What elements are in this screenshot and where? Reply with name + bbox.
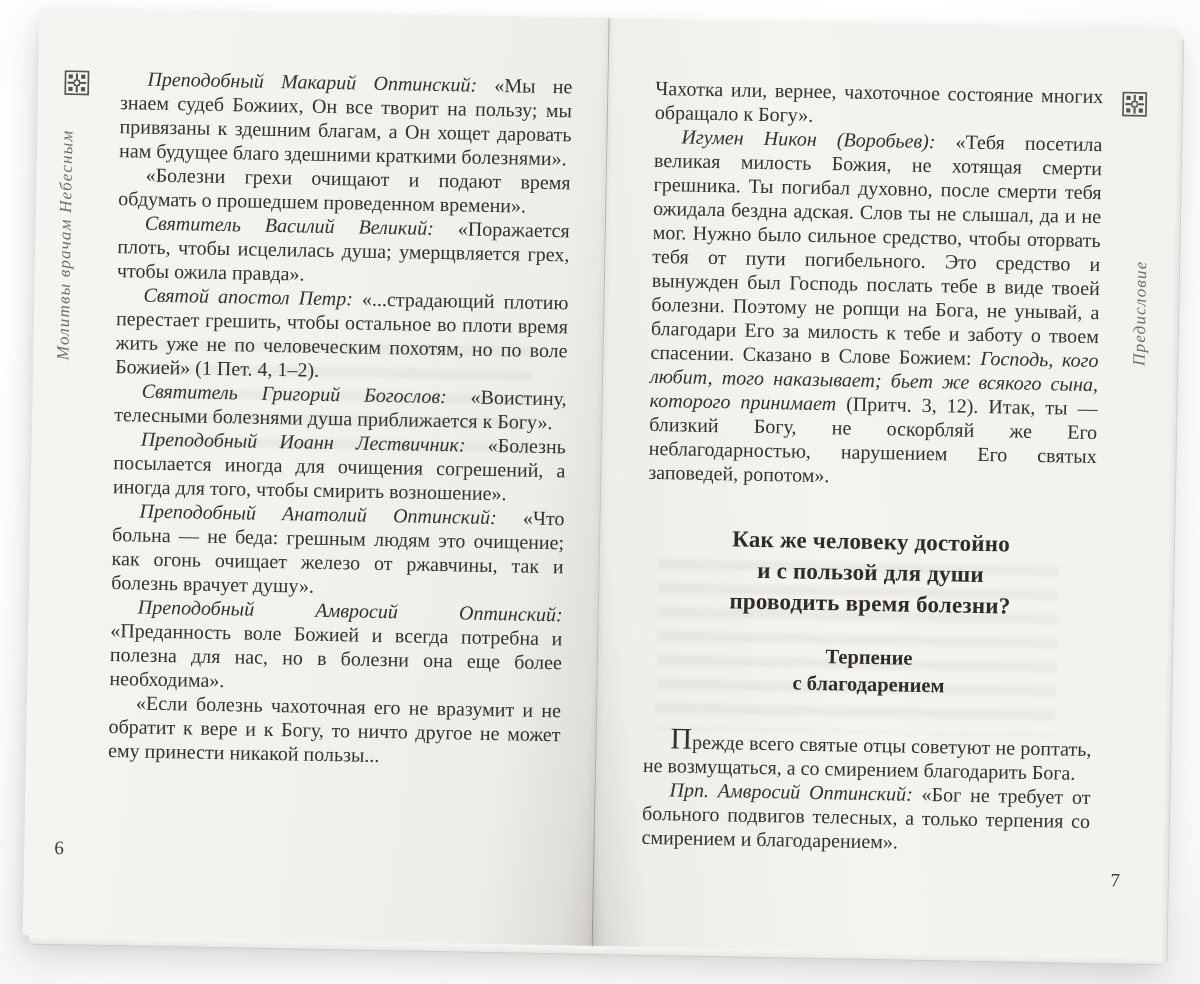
- left-page-text-column: [108, 67, 573, 771]
- meander-ornament-icon: [1122, 91, 1147, 116]
- body-paragraphs: [641, 724, 1091, 858]
- paragraph: Святитель Василий Великий: «Поражается плоть, чтобы исцелилась душа; умерщвляется грех, чтобы ожила правда».: [116, 212, 570, 286]
- paragraph: Игумен Никон (Воробьев): «Тебя посетила великая милость Божия, не хотящая смерти грешника. Ты погибал духовно, после смерти тебя ожидала бездна адская. Слов ты не слышал, да и не мог. Нужно было сильное средство, чтобы оторвать тебя от пути погибельного. Это средство и вынужден был Господь послать тебе в виде твоей болезни. Поэтому не ропщи на Бога, не унывай, а благодари Его за милость к тебе и заботу о твоем спасении. Сказано в Слове Божием: Господь, кого любит, того наказывает; бьет же всякого сына, которого принимает (Притч. 3, 12). Итак, ты — близкий Богу, не оскорбляй же Его неблагодарностью, нарушением Его святых заповедей, ропотом».: [648, 126, 1103, 488]
- continuation-paragraphs: [648, 77, 1103, 493]
- section-heading: [646, 522, 1096, 623]
- heading-line: Терпение: [825, 646, 913, 670]
- right-margin-title: Предисловие: [1129, 260, 1151, 367]
- paragraph: Святой апостол Петр: «...страдающий плотию перестает грешить, чтобы остальное во плоти время жить уже не по человеческим похотям, но по воле Божией» (1 Пет. 4, 1–2).: [114, 284, 569, 382]
- paragraph: Прежде всего святые отцы советуют не роптать, не возмущаться, а со смирением благодарить Бога.: [642, 722, 1092, 785]
- right-page-number: 7: [1110, 870, 1121, 892]
- paragraph: Преподобный Макарий Оптинский: «Мы не знаем судеб Божиих, Он все творит на пользу; мы привязаны к здешним благам, а Он хощет даровать нам будущее благо здешними краткими болезнями».: [118, 68, 573, 171]
- paragraph: «Болезни грехи очищают и подают время обдумать о прошедшем проведенном времени».: [118, 164, 571, 218]
- paragraph: «Если болезнь чахоточная его не вразумит и не обратит к вере и к Богу, то ничто другое не может ему принести никакой пользы...: [107, 692, 562, 767]
- heading-line: и с пользой для души: [757, 557, 985, 588]
- right-page: [592, 18, 1178, 956]
- meander-ornament-icon: [64, 70, 89, 95]
- right-page-text-column: [641, 77, 1103, 858]
- sub-heading: [644, 641, 1093, 703]
- paragraph: Прп. Амвросий Оптинский: «Бог не требует от больного подвигов телесных, а только терпения со смирением и благодарением».: [641, 779, 1091, 854]
- heading-line: проводить время болезни?: [729, 588, 1011, 619]
- left-page-number: 6: [54, 838, 65, 860]
- paragraph: Чахотка или, вернее, чахоточное состояние многих обращало к Богу».: [654, 77, 1104, 127]
- paragraph: Преподобный Иоанн Лествичник: «Болезнь посылается иногда для очищения согрешений, а иногда для того, чтобы смирить возношение».: [112, 428, 566, 506]
- paragraph: Преподобный Амвросий Оптинский: «Преданность воле Божией и всегда потребна и полезна для нас, но в болезни она еще более необходима».: [109, 596, 563, 693]
- heading-line: Как же человеку достойно: [732, 526, 1011, 557]
- paragraph: Святитель Григорий Богослов: «Воистину, телесными болезнями душа приближается к Богу».: [114, 380, 567, 435]
- left-page: [23, 8, 609, 946]
- heading-line: с благодарением: [792, 672, 945, 698]
- open-book-spread: [23, 8, 1178, 957]
- left-margin-title: Молитвы врачам Небесным: [53, 129, 77, 361]
- paragraph: Преподобный Анатолий Оптинский: «Что больна — не беда: грешным людям это очищение; как огонь очищает железо от ржавчины, так и болезнь врачует душу».: [111, 500, 565, 598]
